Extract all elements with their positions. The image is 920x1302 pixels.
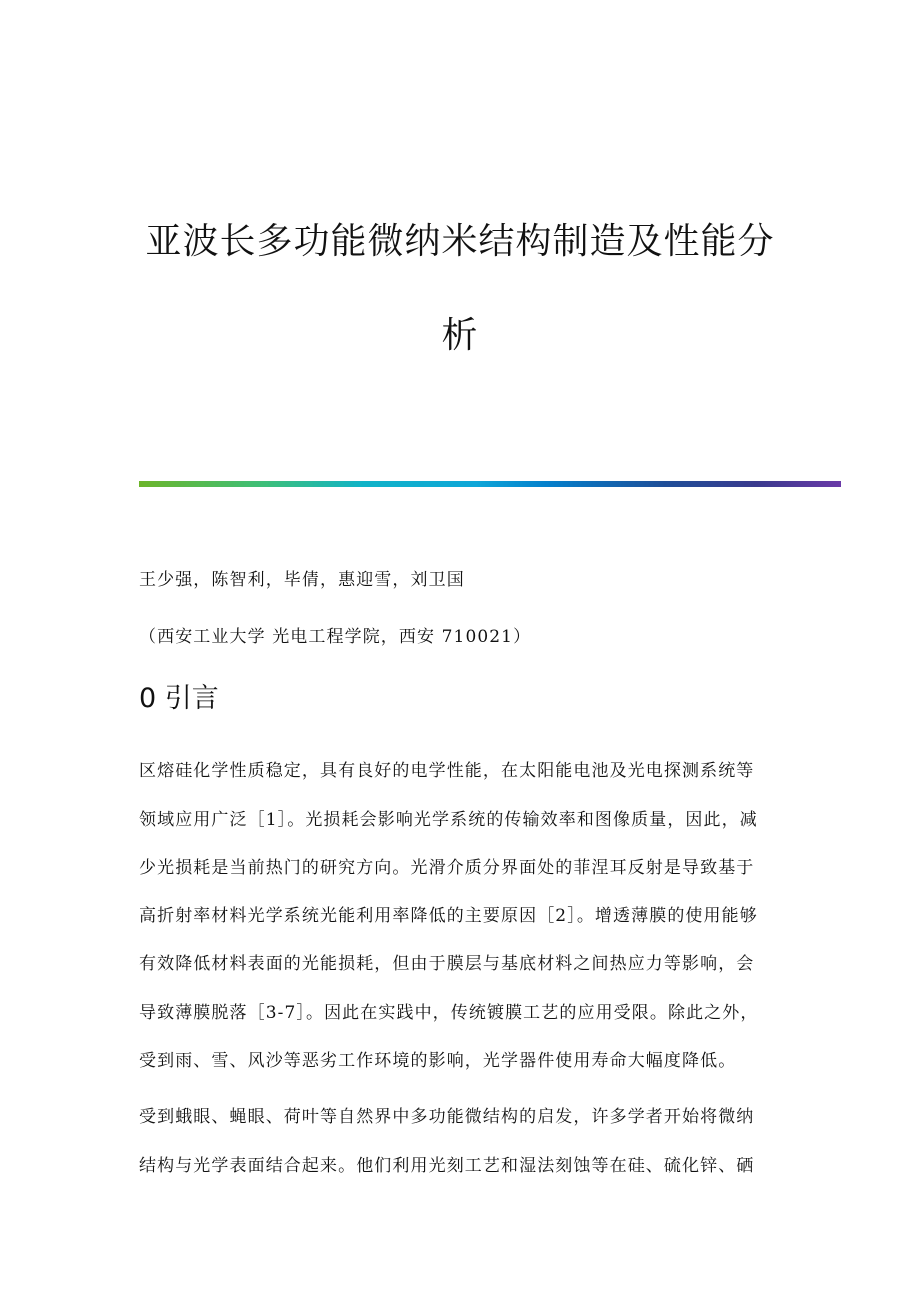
section-heading: 0 引言 [139,683,219,714]
paragraph-line: 领域应用广泛［1］。光损耗会影响光学系统的传输效率和图像质量，因此，减 [139,810,758,830]
affiliation: （西安工业大学 光电工程学院，西安 710021） [139,627,532,647]
gradient-divider [139,481,841,487]
paragraph-line: 受到雨、雪、风沙等恶劣工作环境的影响，光学器件使用寿命大幅度降低。 [139,1051,737,1071]
paragraph-line: 少光损耗是当前热门的研究方向。光滑介质分界面处的菲涅耳反射是导致基于 [139,858,755,878]
paragraph-line: 受到蛾眼、蝇眼、荷叶等自然界中多功能微结构的启发，许多学者开始将微纳 [139,1107,755,1127]
document-title-line-1: 亚波长多功能微纳米结构制造及性能分 [145,221,775,262]
document-title-line-2: 析 [441,315,479,356]
paragraph-line: 结构与光学表面结合起来。他们利用光刻工艺和湿法刻蚀等在硅、硫化锌、硒 [139,1156,755,1176]
paragraph-line: 有效降低材料表面的光能损耗，但由于膜层与基底材料之间热应力等影响，会 [139,954,755,974]
paragraph-line: 区熔硅化学性质稳定，具有良好的电学性能，在太阳能电池及光电探测系统等 [139,761,755,781]
paragraph-line: 高折射率材料光学系统光能利用率降低的主要原因［2］。增透薄膜的使用能够 [139,906,758,926]
authors: 王少强，陈智利，毕倩，惠迎雪，刘卫国 [139,570,465,590]
paragraph-line: 导致薄膜脱落［3-7］。因此在实践中，传统镀膜工艺的应用受限。除此之外， [139,1003,759,1023]
